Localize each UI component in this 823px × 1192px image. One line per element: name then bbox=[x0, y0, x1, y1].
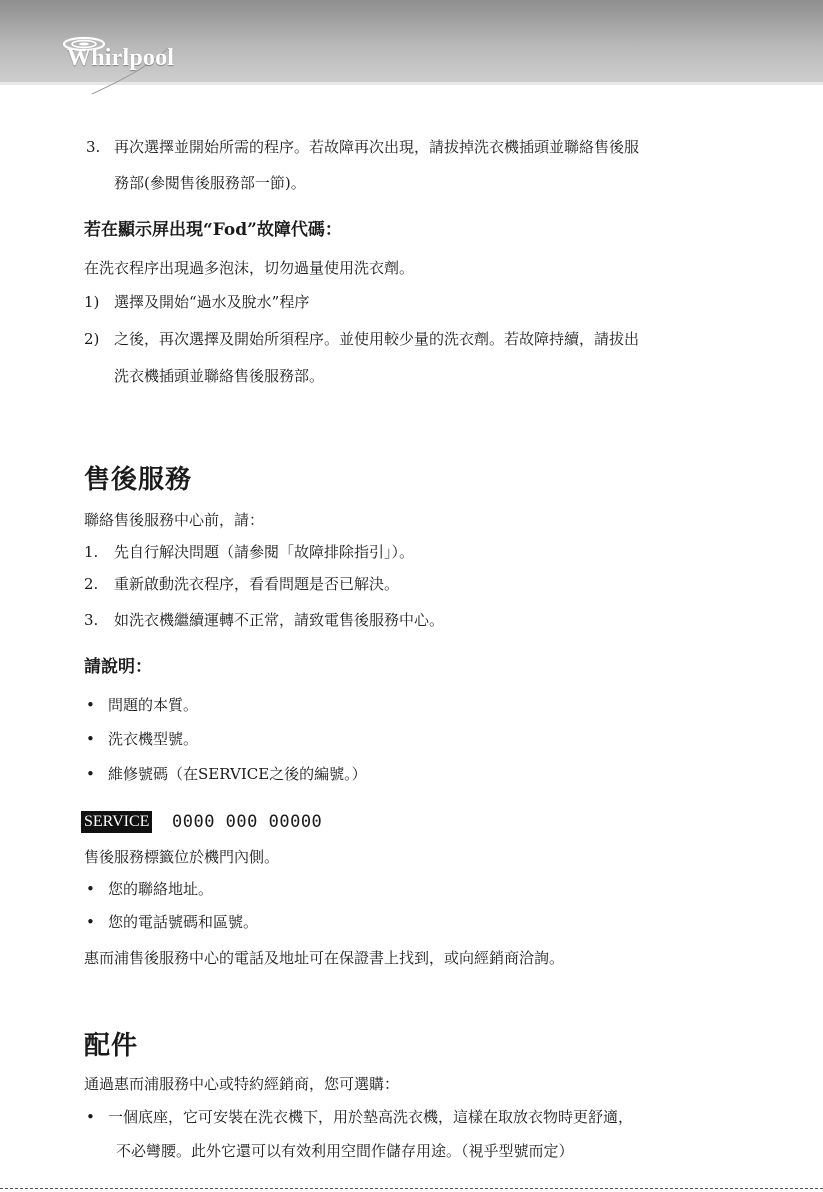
bullet-icon: • bbox=[86, 880, 95, 898]
logo-wordmark: Whirlpool bbox=[67, 45, 175, 71]
whirlpool-logo bbox=[50, 26, 200, 98]
bullet-icon: • bbox=[86, 765, 95, 783]
step-number: 3. bbox=[86, 138, 101, 156]
step-number: 3. bbox=[84, 611, 99, 629]
step-text: 之後，再次選擇及開始所須程序。並使用較少量的洗衣劑。若故障持續，請拔出 bbox=[114, 330, 640, 348]
page-bottom-rule bbox=[0, 1188, 823, 1190]
step-number: 2. bbox=[84, 575, 99, 593]
step-text-continued: 務部(參閱售後服務部一節)。 bbox=[114, 174, 306, 192]
step-text: 如洗衣機繼續運轉不正常，請致電售後服務中心。 bbox=[114, 611, 445, 629]
step-text: 先自行解決問題（請參閱「故障排除指引」）。 bbox=[114, 543, 415, 561]
step-number: 1) bbox=[84, 293, 100, 311]
fod-error-heading: 若在顯示屏出現“Fod”故障代碼： bbox=[84, 220, 342, 240]
list-item-continued: 不必彎腰。此外它還可以有效利用空間作儲存用途。（視乎型號而定） bbox=[116, 1142, 574, 1160]
service-number: 0000 000 00000 bbox=[172, 812, 323, 832]
bullet-icon: • bbox=[86, 730, 95, 748]
bullet-icon: • bbox=[86, 696, 95, 714]
service-label-badge: SERVICE bbox=[81, 811, 152, 833]
fod-intro-text: 在洗衣程序出現過多泡沫，切勿過量使用洗衣劑。 bbox=[84, 259, 415, 277]
list-item: 維修號碼（在SERVICE之後的編號。） bbox=[108, 765, 367, 783]
step-number: 2) bbox=[84, 330, 100, 348]
list-item: 問題的本質。 bbox=[108, 696, 199, 714]
step-text-continued: 洗衣機插頭並聯絡售後服務部。 bbox=[114, 367, 325, 385]
service-intro: 聯絡售後服務中心前，請： bbox=[84, 511, 265, 529]
section-heading-accessories: 配件 bbox=[84, 1031, 139, 1061]
service-footer-note: 惠而浦售後服務中心的電話及地址可在保證書上找到，或向經銷商洽詢。 bbox=[84, 949, 565, 967]
label-location-text: 售後服務標籤位於機門內側。 bbox=[84, 848, 280, 866]
step-text: 重新啟動洗衣程序，看看問題是否已解決。 bbox=[114, 575, 400, 593]
bullet-icon: • bbox=[86, 913, 95, 931]
step-text: 選擇及開始“過水及脫水”程序 bbox=[114, 293, 310, 311]
accessories-intro: 通過惠而浦服務中心或特約經銷商，您可選購： bbox=[84, 1075, 400, 1093]
bullet-icon: • bbox=[86, 1108, 95, 1126]
list-item: 一個底座，它可安裝在洗衣機下，用於墊高洗衣機，這樣在取放衣物時更舒適， bbox=[108, 1108, 634, 1126]
list-item: 您的電話號碼和區號。 bbox=[108, 913, 259, 931]
list-item: 洗衣機型號。 bbox=[108, 730, 199, 748]
step-number: 1. bbox=[84, 543, 99, 561]
step-text: 再次選擇並開始所需的程序。若故障再次出現，請拔掉洗衣機插頭並聯絡售後服 bbox=[114, 138, 640, 156]
list-item: 您的聯絡地址。 bbox=[108, 880, 214, 898]
explain-heading: 請說明： bbox=[84, 657, 152, 677]
section-heading-service: 售後服務 bbox=[84, 465, 193, 495]
